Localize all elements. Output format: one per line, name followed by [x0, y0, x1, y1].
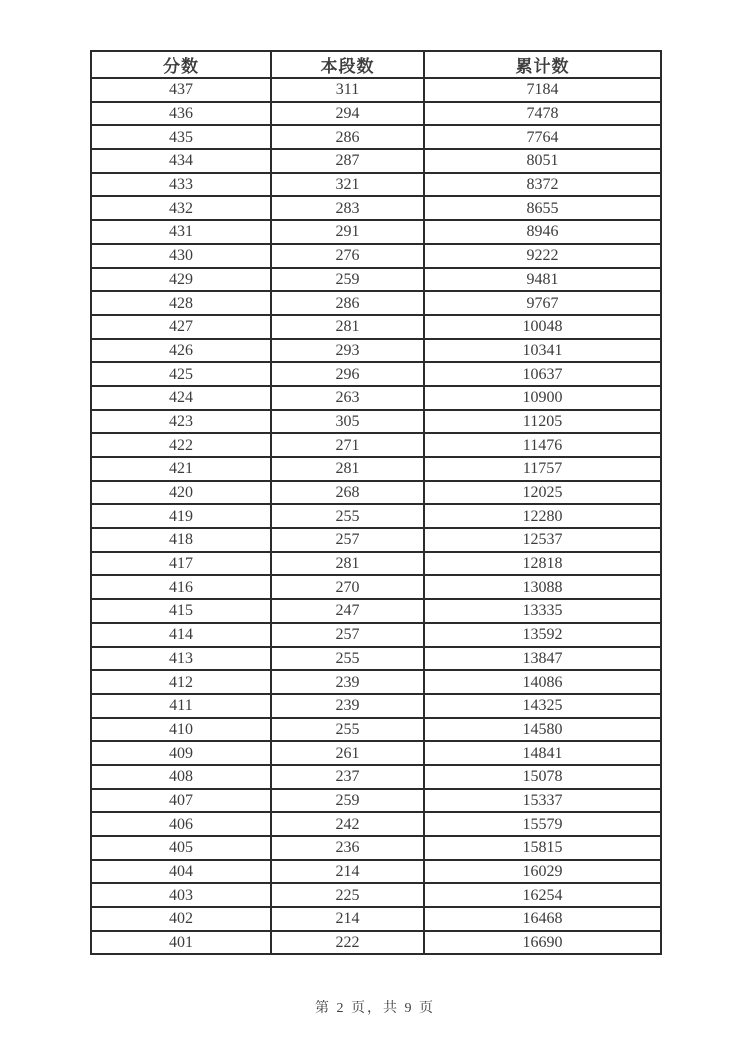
segment-count-cell: 294 [271, 102, 424, 126]
segment-count-cell: 214 [271, 907, 424, 931]
segment-count-cell: 222 [271, 931, 424, 955]
score-cell: 411 [91, 694, 271, 718]
segment-count-cell: 286 [271, 291, 424, 315]
segment-count-cell: 293 [271, 339, 424, 363]
cumulative-count-cell: 15815 [424, 836, 661, 860]
segment-count-cell: 271 [271, 433, 424, 457]
table-row [91, 220, 661, 244]
table-row [91, 457, 661, 481]
segment-count-cell: 236 [271, 836, 424, 860]
table-row [91, 741, 661, 765]
cumulative-count-cell: 15078 [424, 765, 661, 789]
score-distribution-table [90, 50, 662, 955]
table-row [91, 623, 661, 647]
segment-count-cell: 239 [271, 670, 424, 694]
score-cell: 432 [91, 196, 271, 220]
score-cell: 413 [91, 647, 271, 671]
segment-count-cell: 281 [271, 552, 424, 576]
score-cell: 415 [91, 599, 271, 623]
table-row [91, 694, 661, 718]
table-row [91, 149, 661, 173]
cumulative-count-cell: 15579 [424, 812, 661, 836]
score-cell: 420 [91, 481, 271, 505]
cumulative-count-cell: 13335 [424, 599, 661, 623]
cumulative-count-cell: 9222 [424, 244, 661, 268]
score-cell: 429 [91, 268, 271, 292]
segment-count-cell: 276 [271, 244, 424, 268]
score-cell: 422 [91, 433, 271, 457]
table-row [91, 196, 661, 220]
score-cell: 431 [91, 220, 271, 244]
table-row [91, 812, 661, 836]
cumulative-count-cell: 9481 [424, 268, 661, 292]
segment-count-cell: 287 [271, 149, 424, 173]
segment-count-cell: 291 [271, 220, 424, 244]
table-row [91, 883, 661, 907]
segment-count-cell: 225 [271, 883, 424, 907]
score-cell: 421 [91, 457, 271, 481]
cumulative-count-cell: 13592 [424, 623, 661, 647]
score-cell: 436 [91, 102, 271, 126]
score-cell: 403 [91, 883, 271, 907]
score-cell: 412 [91, 670, 271, 694]
cumulative-count-cell: 15337 [424, 789, 661, 813]
cumulative-count-cell: 10900 [424, 386, 661, 410]
segment-count-cell: 281 [271, 315, 424, 339]
score-cell: 417 [91, 552, 271, 576]
score-cell: 427 [91, 315, 271, 339]
cumulative-count-cell: 12818 [424, 552, 661, 576]
cumulative-count-cell: 16468 [424, 907, 661, 931]
table-row [91, 765, 661, 789]
segment-count-cell: 257 [271, 623, 424, 647]
cumulative-count-cell: 10048 [424, 315, 661, 339]
table-row [91, 528, 661, 552]
segment-count-cell: 263 [271, 386, 424, 410]
score-cell: 423 [91, 410, 271, 434]
table-row [91, 244, 661, 268]
cumulative-count-cell: 7184 [424, 78, 661, 102]
score-cell: 433 [91, 173, 271, 197]
table-row [91, 789, 661, 813]
cumulative-count-cell: 16690 [424, 931, 661, 955]
score-cell: 409 [91, 741, 271, 765]
cumulative-count-cell: 7478 [424, 102, 661, 126]
table-row [91, 670, 661, 694]
score-cell: 437 [91, 78, 271, 102]
table-body [91, 78, 661, 954]
table-row [91, 599, 661, 623]
cumulative-count-cell: 8051 [424, 149, 661, 173]
cumulative-count-cell: 8655 [424, 196, 661, 220]
score-cell: 419 [91, 504, 271, 528]
score-cell: 430 [91, 244, 271, 268]
cumulative-count-cell: 9767 [424, 291, 661, 315]
segment-count-cell: 247 [271, 599, 424, 623]
table-row [91, 647, 661, 671]
table-header-row [91, 51, 661, 78]
header-score: 分数 [91, 51, 271, 78]
score-cell: 401 [91, 931, 271, 955]
cumulative-count-cell: 14325 [424, 694, 661, 718]
table-row [91, 481, 661, 505]
table-row [91, 504, 661, 528]
page-footer: 第 2 页，共 9 页 [315, 1001, 435, 1016]
table-row [91, 433, 661, 457]
score-cell: 434 [91, 149, 271, 173]
cumulative-count-cell: 11757 [424, 457, 661, 481]
segment-count-cell: 283 [271, 196, 424, 220]
segment-count-cell: 255 [271, 504, 424, 528]
segment-count-cell: 261 [271, 741, 424, 765]
segment-count-cell: 259 [271, 789, 424, 813]
segment-count-cell: 270 [271, 575, 424, 599]
cumulative-count-cell: 14841 [424, 741, 661, 765]
table-row [91, 410, 661, 434]
segment-count-cell: 237 [271, 765, 424, 789]
cumulative-count-cell: 8372 [424, 173, 661, 197]
segment-count-cell: 257 [271, 528, 424, 552]
cumulative-count-cell: 14580 [424, 718, 661, 742]
segment-count-cell: 296 [271, 362, 424, 386]
segment-count-cell: 321 [271, 173, 424, 197]
cumulative-count-cell: 12280 [424, 504, 661, 528]
segment-count-cell: 305 [271, 410, 424, 434]
cumulative-count-cell: 16254 [424, 883, 661, 907]
table-row [91, 173, 661, 197]
table-row [91, 102, 661, 126]
table-row [91, 575, 661, 599]
cumulative-count-cell: 11205 [424, 410, 661, 434]
score-cell: 410 [91, 718, 271, 742]
segment-count-cell: 242 [271, 812, 424, 836]
cumulative-count-cell: 13088 [424, 575, 661, 599]
cumulative-count-cell: 13847 [424, 647, 661, 671]
cumulative-count-cell: 12537 [424, 528, 661, 552]
table-row [91, 291, 661, 315]
cumulative-count-cell: 12025 [424, 481, 661, 505]
table-row [91, 931, 661, 955]
score-cell: 402 [91, 907, 271, 931]
segment-count-cell: 255 [271, 718, 424, 742]
score-cell: 406 [91, 812, 271, 836]
table-row [91, 268, 661, 292]
score-cell: 405 [91, 836, 271, 860]
score-cell: 416 [91, 575, 271, 599]
segment-count-cell: 268 [271, 481, 424, 505]
score-cell: 426 [91, 339, 271, 363]
score-cell: 424 [91, 386, 271, 410]
score-cell: 408 [91, 765, 271, 789]
segment-count-cell: 214 [271, 860, 424, 884]
table-row [91, 552, 661, 576]
table-row [91, 907, 661, 931]
cumulative-count-cell: 16029 [424, 860, 661, 884]
header-cumulative-count: 累计数 [424, 51, 661, 78]
table-row [91, 836, 661, 860]
cumulative-count-cell: 14086 [424, 670, 661, 694]
table-row [91, 78, 661, 102]
score-cell: 425 [91, 362, 271, 386]
segment-count-cell: 281 [271, 457, 424, 481]
table-row [91, 386, 661, 410]
segment-count-cell: 259 [271, 268, 424, 292]
table-row [91, 339, 661, 363]
cumulative-count-cell: 11476 [424, 433, 661, 457]
table-row [91, 860, 661, 884]
score-cell: 414 [91, 623, 271, 647]
cumulative-count-cell: 8946 [424, 220, 661, 244]
score-cell: 407 [91, 789, 271, 813]
score-cell: 418 [91, 528, 271, 552]
segment-count-cell: 255 [271, 647, 424, 671]
score-cell: 435 [91, 125, 271, 149]
cumulative-count-cell: 7764 [424, 125, 661, 149]
header-segment-count: 本段数 [271, 51, 424, 78]
cumulative-count-cell: 10637 [424, 362, 661, 386]
table-row [91, 718, 661, 742]
table-row [91, 125, 661, 149]
segment-count-cell: 239 [271, 694, 424, 718]
score-cell: 428 [91, 291, 271, 315]
score-cell: 404 [91, 860, 271, 884]
segment-count-cell: 286 [271, 125, 424, 149]
table-row [91, 315, 661, 339]
cumulative-count-cell: 10341 [424, 339, 661, 363]
segment-count-cell: 311 [271, 78, 424, 102]
table-row [91, 362, 661, 386]
